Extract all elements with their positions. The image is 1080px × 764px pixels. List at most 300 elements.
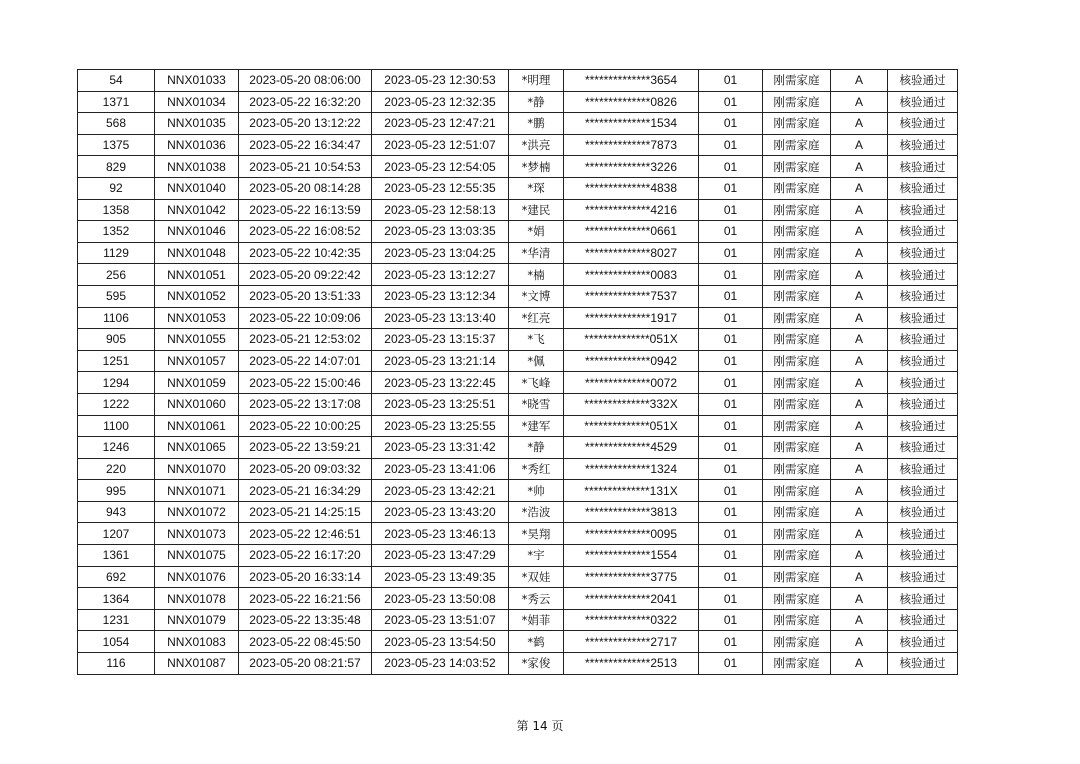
id-number-cell: **************332X xyxy=(564,393,699,415)
table-row xyxy=(78,588,958,610)
name-cell: *秀云 xyxy=(509,588,564,610)
type-code-cell: 01 xyxy=(699,285,763,307)
table-row xyxy=(78,91,958,113)
seq-cell: 1129 xyxy=(78,242,155,264)
submit-time-cell: 2023-05-22 10:42:35 xyxy=(239,242,372,264)
code-cell: NNX01061 xyxy=(155,415,239,437)
grade-cell: A xyxy=(831,134,888,156)
grade-cell: A xyxy=(831,350,888,372)
submit-time-cell: 2023-05-20 08:06:00 xyxy=(239,70,372,92)
status-cell: 核验通过 xyxy=(888,501,958,523)
status-cell: 核验通过 xyxy=(888,523,958,545)
submit-time-cell: 2023-05-21 14:25:15 xyxy=(239,501,372,523)
seq-cell: 1207 xyxy=(78,523,155,545)
code-cell: NNX01052 xyxy=(155,285,239,307)
type-code-cell: 01 xyxy=(699,307,763,329)
verify-time-cell: 2023-05-23 12:55:35 xyxy=(372,177,509,199)
table-row xyxy=(78,199,958,221)
name-cell: *佩 xyxy=(509,350,564,372)
id-number-cell: **************4529 xyxy=(564,437,699,459)
table-row xyxy=(78,609,958,631)
type-code-cell: 01 xyxy=(699,91,763,113)
status-cell: 核验通过 xyxy=(888,631,958,653)
verify-time-cell: 2023-05-23 13:42:21 xyxy=(372,480,509,502)
submit-time-cell: 2023-05-22 16:17:20 xyxy=(239,545,372,567)
name-cell: *浩波 xyxy=(509,501,564,523)
status-cell: 核验通过 xyxy=(888,221,958,243)
name-cell: *鹏 xyxy=(509,113,564,135)
grade-cell: A xyxy=(831,523,888,545)
id-number-cell: **************3775 xyxy=(564,566,699,588)
status-cell: 核验通过 xyxy=(888,134,958,156)
grade-cell: A xyxy=(831,393,888,415)
code-cell: NNX01079 xyxy=(155,609,239,631)
code-cell: NNX01053 xyxy=(155,307,239,329)
grade-cell: A xyxy=(831,545,888,567)
verify-time-cell: 2023-05-23 13:47:29 xyxy=(372,545,509,567)
seq-cell: 1100 xyxy=(78,415,155,437)
table-row xyxy=(78,372,958,394)
category-cell: 刚需家庭 xyxy=(763,631,831,653)
code-cell: NNX01059 xyxy=(155,372,239,394)
table-row xyxy=(78,307,958,329)
seq-cell: 568 xyxy=(78,113,155,135)
code-cell: NNX01060 xyxy=(155,393,239,415)
code-cell: NNX01057 xyxy=(155,350,239,372)
category-cell: 刚需家庭 xyxy=(763,545,831,567)
category-cell: 刚需家庭 xyxy=(763,588,831,610)
code-cell: NNX01070 xyxy=(155,458,239,480)
id-number-cell: **************0083 xyxy=(564,264,699,286)
type-code-cell: 01 xyxy=(699,113,763,135)
type-code-cell: 01 xyxy=(699,70,763,92)
id-number-cell: **************0942 xyxy=(564,350,699,372)
category-cell: 刚需家庭 xyxy=(763,242,831,264)
type-code-cell: 01 xyxy=(699,134,763,156)
type-code-cell: 01 xyxy=(699,242,763,264)
name-cell: *红亮 xyxy=(509,307,564,329)
submit-time-cell: 2023-05-20 08:21:57 xyxy=(239,653,372,675)
submit-time-cell: 2023-05-22 16:08:52 xyxy=(239,221,372,243)
verify-time-cell: 2023-05-23 12:58:13 xyxy=(372,199,509,221)
id-number-cell: **************7873 xyxy=(564,134,699,156)
code-cell: NNX01038 xyxy=(155,156,239,178)
type-code-cell: 01 xyxy=(699,609,763,631)
category-cell: 刚需家庭 xyxy=(763,264,831,286)
code-cell: NNX01051 xyxy=(155,264,239,286)
verify-time-cell: 2023-05-23 12:30:53 xyxy=(372,70,509,92)
grade-cell: A xyxy=(831,70,888,92)
id-number-cell: **************3813 xyxy=(564,501,699,523)
submit-time-cell: 2023-05-22 14:07:01 xyxy=(239,350,372,372)
code-cell: NNX01075 xyxy=(155,545,239,567)
status-cell: 核验通过 xyxy=(888,372,958,394)
type-code-cell: 01 xyxy=(699,501,763,523)
submit-time-cell: 2023-05-20 13:12:22 xyxy=(239,113,372,135)
category-cell: 刚需家庭 xyxy=(763,70,831,92)
table-row xyxy=(78,393,958,415)
id-number-cell: **************1534 xyxy=(564,113,699,135)
table-row xyxy=(78,177,958,199)
type-code-cell: 01 xyxy=(699,264,763,286)
status-cell: 核验通过 xyxy=(888,566,958,588)
code-cell: NNX01072 xyxy=(155,501,239,523)
id-number-cell: **************7537 xyxy=(564,285,699,307)
status-cell: 核验通过 xyxy=(888,415,958,437)
seq-cell: 116 xyxy=(78,653,155,675)
code-cell: NNX01048 xyxy=(155,242,239,264)
seq-cell: 829 xyxy=(78,156,155,178)
code-cell: NNX01073 xyxy=(155,523,239,545)
name-cell: *昊翔 xyxy=(509,523,564,545)
id-number-cell: **************0095 xyxy=(564,523,699,545)
seq-cell: 692 xyxy=(78,566,155,588)
verify-time-cell: 2023-05-23 13:54:50 xyxy=(372,631,509,653)
type-code-cell: 01 xyxy=(699,545,763,567)
verify-time-cell: 2023-05-23 14:03:52 xyxy=(372,653,509,675)
submit-time-cell: 2023-05-22 16:21:56 xyxy=(239,588,372,610)
id-number-cell: **************1917 xyxy=(564,307,699,329)
type-code-cell: 01 xyxy=(699,199,763,221)
name-cell: *秀红 xyxy=(509,458,564,480)
table-body xyxy=(78,70,958,675)
verify-time-cell: 2023-05-23 13:21:14 xyxy=(372,350,509,372)
seq-cell: 1375 xyxy=(78,134,155,156)
status-cell: 核验通过 xyxy=(888,307,958,329)
submit-time-cell: 2023-05-20 13:51:33 xyxy=(239,285,372,307)
name-cell: *楠 xyxy=(509,264,564,286)
category-cell: 刚需家庭 xyxy=(763,372,831,394)
table-row xyxy=(78,350,958,372)
code-cell: NNX01035 xyxy=(155,113,239,135)
category-cell: 刚需家庭 xyxy=(763,609,831,631)
grade-cell: A xyxy=(831,437,888,459)
submit-time-cell: 2023-05-22 16:13:59 xyxy=(239,199,372,221)
table-row xyxy=(78,70,958,92)
grade-cell: A xyxy=(831,415,888,437)
submit-time-cell: 2023-05-22 10:00:25 xyxy=(239,415,372,437)
verify-time-cell: 2023-05-23 13:43:20 xyxy=(372,501,509,523)
category-cell: 刚需家庭 xyxy=(763,566,831,588)
grade-cell: A xyxy=(831,480,888,502)
id-number-cell: **************4838 xyxy=(564,177,699,199)
seq-cell: 1371 xyxy=(78,91,155,113)
seq-cell: 1364 xyxy=(78,588,155,610)
id-number-cell: **************0826 xyxy=(564,91,699,113)
code-cell: NNX01076 xyxy=(155,566,239,588)
name-cell: *梦楠 xyxy=(509,156,564,178)
grade-cell: A xyxy=(831,285,888,307)
id-number-cell: **************8027 xyxy=(564,242,699,264)
seq-cell: 92 xyxy=(78,177,155,199)
grade-cell: A xyxy=(831,566,888,588)
seq-cell: 1246 xyxy=(78,437,155,459)
table-row xyxy=(78,437,958,459)
verify-time-cell: 2023-05-23 13:41:06 xyxy=(372,458,509,480)
submit-time-cell: 2023-05-21 10:54:53 xyxy=(239,156,372,178)
table-row xyxy=(78,242,958,264)
code-cell: NNX01065 xyxy=(155,437,239,459)
verify-time-cell: 2023-05-23 13:51:07 xyxy=(372,609,509,631)
table-row xyxy=(78,329,958,351)
category-cell: 刚需家庭 xyxy=(763,415,831,437)
seq-cell: 1054 xyxy=(78,631,155,653)
id-number-cell: **************051X xyxy=(564,415,699,437)
category-cell: 刚需家庭 xyxy=(763,307,831,329)
grade-cell: A xyxy=(831,588,888,610)
id-number-cell: **************0072 xyxy=(564,372,699,394)
table-row xyxy=(78,113,958,135)
name-cell: *飞峰 xyxy=(509,372,564,394)
category-cell: 刚需家庭 xyxy=(763,523,831,545)
name-cell: *静 xyxy=(509,91,564,113)
category-cell: 刚需家庭 xyxy=(763,393,831,415)
grade-cell: A xyxy=(831,458,888,480)
grade-cell: A xyxy=(831,329,888,351)
applicant-table xyxy=(77,69,958,675)
name-cell: *明理 xyxy=(509,70,564,92)
table-row xyxy=(78,458,958,480)
grade-cell: A xyxy=(831,609,888,631)
name-cell: *宇 xyxy=(509,545,564,567)
submit-time-cell: 2023-05-22 10:09:06 xyxy=(239,307,372,329)
type-code-cell: 01 xyxy=(699,566,763,588)
category-cell: 刚需家庭 xyxy=(763,437,831,459)
type-code-cell: 01 xyxy=(699,480,763,502)
type-code-cell: 01 xyxy=(699,631,763,653)
verify-time-cell: 2023-05-23 13:49:35 xyxy=(372,566,509,588)
category-cell: 刚需家庭 xyxy=(763,350,831,372)
category-cell: 刚需家庭 xyxy=(763,113,831,135)
verify-time-cell: 2023-05-23 13:25:51 xyxy=(372,393,509,415)
type-code-cell: 01 xyxy=(699,221,763,243)
submit-time-cell: 2023-05-22 13:17:08 xyxy=(239,393,372,415)
code-cell: NNX01078 xyxy=(155,588,239,610)
grade-cell: A xyxy=(831,264,888,286)
status-cell: 核验通过 xyxy=(888,285,958,307)
seq-cell: 1294 xyxy=(78,372,155,394)
type-code-cell: 01 xyxy=(699,415,763,437)
type-code-cell: 01 xyxy=(699,437,763,459)
submit-time-cell: 2023-05-21 12:53:02 xyxy=(239,329,372,351)
grade-cell: A xyxy=(831,307,888,329)
code-cell: NNX01087 xyxy=(155,653,239,675)
name-cell: *飞 xyxy=(509,329,564,351)
name-cell: *鹤 xyxy=(509,631,564,653)
status-cell: 核验通过 xyxy=(888,264,958,286)
code-cell: NNX01040 xyxy=(155,177,239,199)
table-row xyxy=(78,156,958,178)
table-row xyxy=(78,631,958,653)
name-cell: *娟 xyxy=(509,221,564,243)
category-cell: 刚需家庭 xyxy=(763,501,831,523)
category-cell: 刚需家庭 xyxy=(763,458,831,480)
id-number-cell: **************051X xyxy=(564,329,699,351)
name-cell: *家俊 xyxy=(509,653,564,675)
submit-time-cell: 2023-05-20 09:22:42 xyxy=(239,264,372,286)
verify-time-cell: 2023-05-23 13:04:25 xyxy=(372,242,509,264)
name-cell: *琛 xyxy=(509,177,564,199)
verify-time-cell: 2023-05-23 13:31:42 xyxy=(372,437,509,459)
verify-time-cell: 2023-05-23 13:03:35 xyxy=(372,221,509,243)
code-cell: NNX01055 xyxy=(155,329,239,351)
status-cell: 核验通过 xyxy=(888,242,958,264)
verify-time-cell: 2023-05-23 13:25:55 xyxy=(372,415,509,437)
table-row xyxy=(78,221,958,243)
category-cell: 刚需家庭 xyxy=(763,221,831,243)
verify-time-cell: 2023-05-23 13:50:08 xyxy=(372,588,509,610)
type-code-cell: 01 xyxy=(699,329,763,351)
verify-time-cell: 2023-05-23 12:47:21 xyxy=(372,113,509,135)
submit-time-cell: 2023-05-21 16:34:29 xyxy=(239,480,372,502)
status-cell: 核验通过 xyxy=(888,609,958,631)
verify-time-cell: 2023-05-23 12:54:05 xyxy=(372,156,509,178)
seq-cell: 1222 xyxy=(78,393,155,415)
verify-time-cell: 2023-05-23 13:46:13 xyxy=(372,523,509,545)
category-cell: 刚需家庭 xyxy=(763,134,831,156)
category-cell: 刚需家庭 xyxy=(763,177,831,199)
verify-time-cell: 2023-05-23 13:15:37 xyxy=(372,329,509,351)
id-number-cell: **************3226 xyxy=(564,156,699,178)
status-cell: 核验通过 xyxy=(888,113,958,135)
seq-cell: 220 xyxy=(78,458,155,480)
name-cell: *建民 xyxy=(509,199,564,221)
verify-time-cell: 2023-05-23 12:32:35 xyxy=(372,91,509,113)
submit-time-cell: 2023-05-20 16:33:14 xyxy=(239,566,372,588)
id-number-cell: **************131X xyxy=(564,480,699,502)
grade-cell: A xyxy=(831,501,888,523)
grade-cell: A xyxy=(831,177,888,199)
name-cell: *静 xyxy=(509,437,564,459)
seq-cell: 1352 xyxy=(78,221,155,243)
name-cell: *洪亮 xyxy=(509,134,564,156)
status-cell: 核验通过 xyxy=(888,458,958,480)
grade-cell: A xyxy=(831,372,888,394)
name-cell: *文博 xyxy=(509,285,564,307)
table-row xyxy=(78,134,958,156)
type-code-cell: 01 xyxy=(699,588,763,610)
seq-cell: 256 xyxy=(78,264,155,286)
type-code-cell: 01 xyxy=(699,523,763,545)
name-cell: *建军 xyxy=(509,415,564,437)
id-number-cell: **************2717 xyxy=(564,631,699,653)
verify-time-cell: 2023-05-23 13:22:45 xyxy=(372,372,509,394)
id-number-cell: **************1554 xyxy=(564,545,699,567)
category-cell: 刚需家庭 xyxy=(763,199,831,221)
table-row xyxy=(78,480,958,502)
submit-time-cell: 2023-05-22 12:46:51 xyxy=(239,523,372,545)
status-cell: 核验通过 xyxy=(888,393,958,415)
status-cell: 核验通过 xyxy=(888,545,958,567)
submit-time-cell: 2023-05-22 16:32:20 xyxy=(239,91,372,113)
type-code-cell: 01 xyxy=(699,350,763,372)
status-cell: 核验通过 xyxy=(888,91,958,113)
seq-cell: 995 xyxy=(78,480,155,502)
name-cell: *娟菲 xyxy=(509,609,564,631)
status-cell: 核验通过 xyxy=(888,199,958,221)
type-code-cell: 01 xyxy=(699,372,763,394)
table-row xyxy=(78,566,958,588)
seq-cell: 595 xyxy=(78,285,155,307)
status-cell: 核验通过 xyxy=(888,653,958,675)
seq-cell: 1251 xyxy=(78,350,155,372)
grade-cell: A xyxy=(831,199,888,221)
code-cell: NNX01071 xyxy=(155,480,239,502)
table-row xyxy=(78,264,958,286)
page-number: 第 14 页 xyxy=(516,719,564,733)
code-cell: NNX01036 xyxy=(155,134,239,156)
id-number-cell: **************4216 xyxy=(564,199,699,221)
seq-cell: 905 xyxy=(78,329,155,351)
category-cell: 刚需家庭 xyxy=(763,91,831,113)
grade-cell: A xyxy=(831,113,888,135)
verify-time-cell: 2023-05-23 13:12:34 xyxy=(372,285,509,307)
code-cell: NNX01083 xyxy=(155,631,239,653)
status-cell: 核验通过 xyxy=(888,156,958,178)
verify-time-cell: 2023-05-23 13:12:27 xyxy=(372,264,509,286)
submit-time-cell: 2023-05-20 08:14:28 xyxy=(239,177,372,199)
seq-cell: 1361 xyxy=(78,545,155,567)
status-cell: 核验通过 xyxy=(888,70,958,92)
grade-cell: A xyxy=(831,156,888,178)
grade-cell: A xyxy=(831,653,888,675)
table-row xyxy=(78,285,958,307)
id-number-cell: **************1324 xyxy=(564,458,699,480)
table-row xyxy=(78,415,958,437)
category-cell: 刚需家庭 xyxy=(763,480,831,502)
submit-time-cell: 2023-05-22 13:59:21 xyxy=(239,437,372,459)
seq-cell: 1231 xyxy=(78,609,155,631)
status-cell: 核验通过 xyxy=(888,177,958,199)
id-number-cell: **************2513 xyxy=(564,653,699,675)
status-cell: 核验通过 xyxy=(888,480,958,502)
type-code-cell: 01 xyxy=(699,177,763,199)
type-code-cell: 01 xyxy=(699,653,763,675)
code-cell: NNX01042 xyxy=(155,199,239,221)
type-code-cell: 01 xyxy=(699,458,763,480)
seq-cell: 1106 xyxy=(78,307,155,329)
id-number-cell: **************3654 xyxy=(564,70,699,92)
grade-cell: A xyxy=(831,91,888,113)
category-cell: 刚需家庭 xyxy=(763,329,831,351)
id-number-cell: **************0661 xyxy=(564,221,699,243)
category-cell: 刚需家庭 xyxy=(763,653,831,675)
status-cell: 核验通过 xyxy=(888,437,958,459)
category-cell: 刚需家庭 xyxy=(763,156,831,178)
code-cell: NNX01034 xyxy=(155,91,239,113)
table-row xyxy=(78,501,958,523)
submit-time-cell: 2023-05-20 09:03:32 xyxy=(239,458,372,480)
submit-time-cell: 2023-05-22 16:34:47 xyxy=(239,134,372,156)
seq-cell: 943 xyxy=(78,501,155,523)
grade-cell: A xyxy=(831,221,888,243)
status-cell: 核验通过 xyxy=(888,588,958,610)
type-code-cell: 01 xyxy=(699,156,763,178)
seq-cell: 1358 xyxy=(78,199,155,221)
category-cell: 刚需家庭 xyxy=(763,285,831,307)
verify-time-cell: 2023-05-23 12:51:07 xyxy=(372,134,509,156)
grade-cell: A xyxy=(831,242,888,264)
code-cell: NNX01033 xyxy=(155,70,239,92)
grade-cell: A xyxy=(831,631,888,653)
name-cell: *双娃 xyxy=(509,566,564,588)
type-code-cell: 01 xyxy=(699,393,763,415)
seq-cell: 54 xyxy=(78,70,155,92)
status-cell: 核验通过 xyxy=(888,329,958,351)
table-row xyxy=(78,545,958,567)
submit-time-cell: 2023-05-22 15:00:46 xyxy=(239,372,372,394)
submit-time-cell: 2023-05-22 13:35:48 xyxy=(239,609,372,631)
